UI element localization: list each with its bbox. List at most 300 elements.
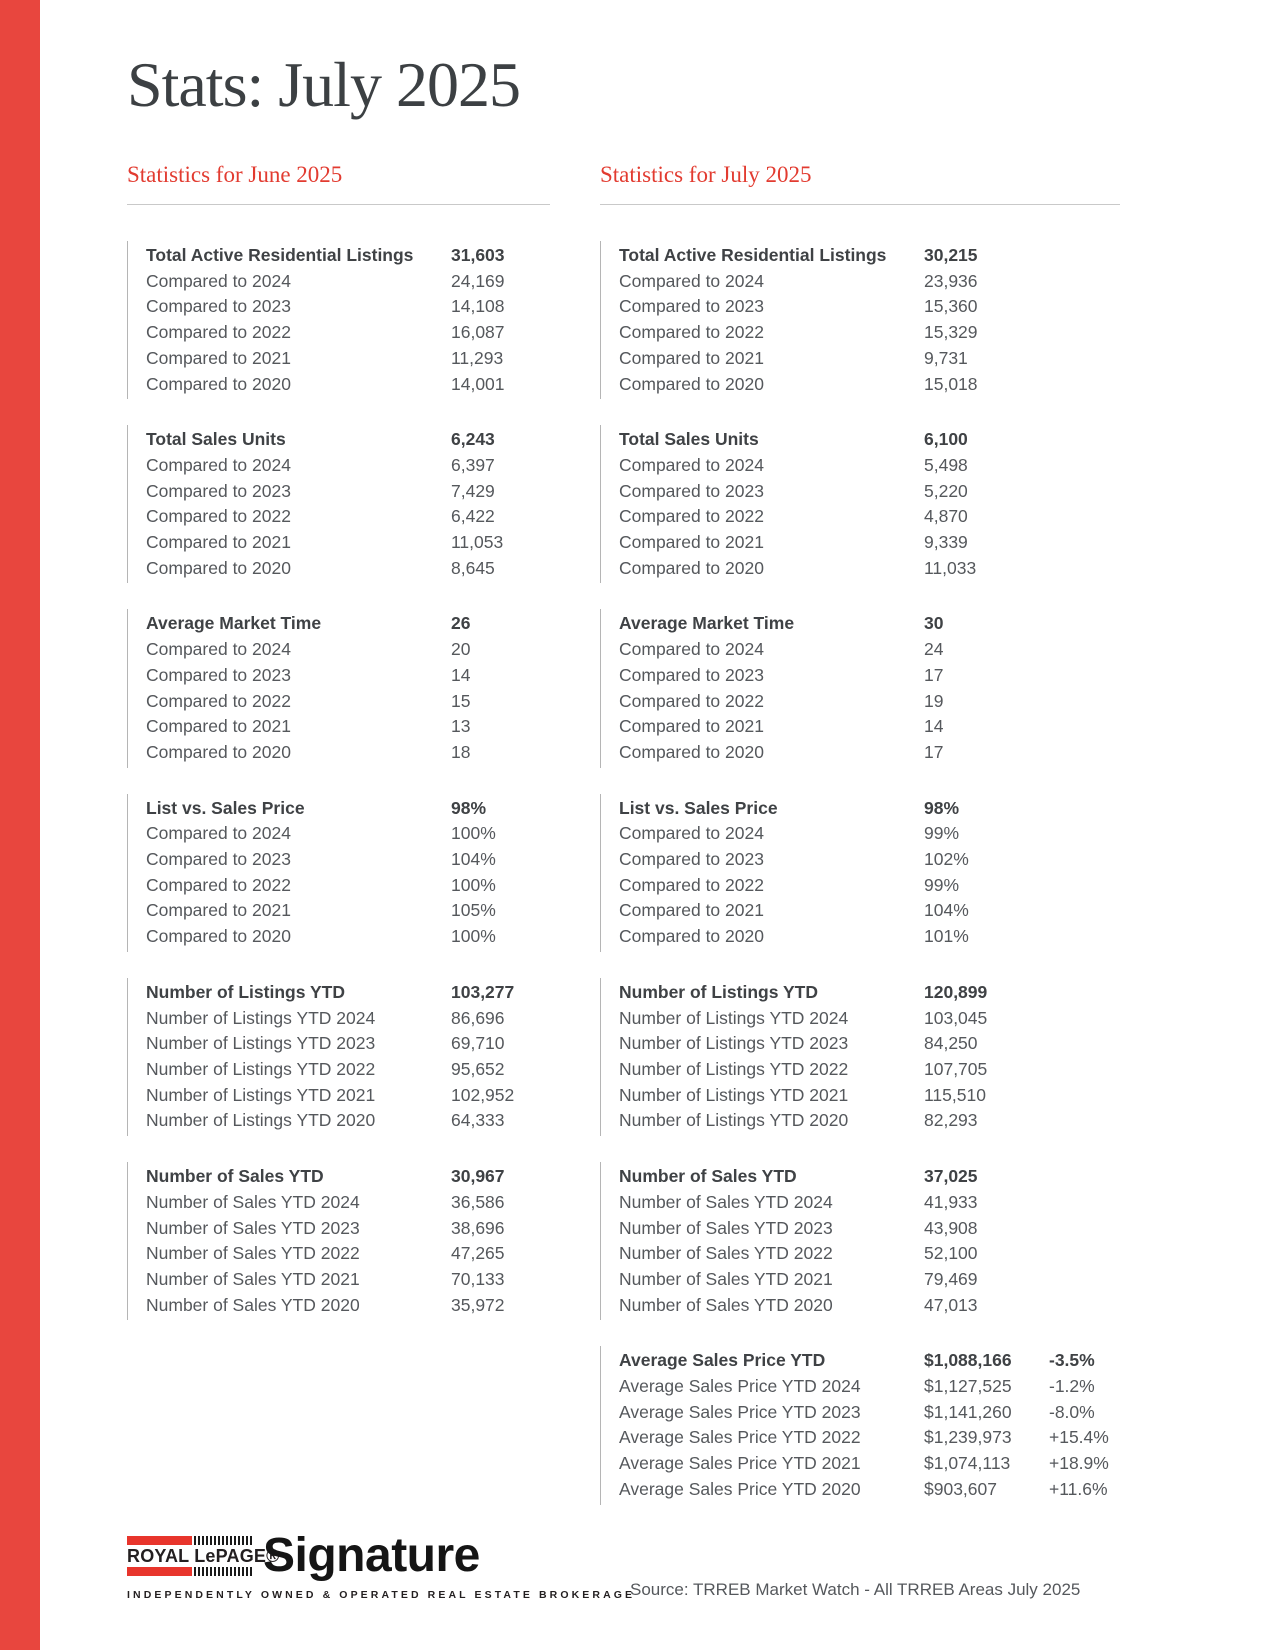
- row-value: 19: [924, 690, 944, 711]
- stat-row: [146, 372, 550, 398]
- stat-row: [146, 1293, 550, 1319]
- stat-row: [619, 1057, 1120, 1083]
- row-label: Compared to 2022: [619, 874, 764, 895]
- row-label: Compared to 2024: [146, 454, 291, 475]
- row-value: 17: [924, 741, 944, 762]
- row-delta: -1.2%: [1049, 1376, 1095, 1397]
- row-delta: [1049, 372, 1120, 398]
- row-delta: [1049, 320, 1120, 346]
- stat-section: [127, 425, 550, 583]
- section-title: Total Sales Units: [619, 429, 759, 450]
- section-value: 98%: [451, 797, 487, 818]
- row-value: 103,045: [924, 1007, 988, 1028]
- section-value: 6,243: [451, 429, 495, 450]
- row-label: Number of Listings YTD 2024: [619, 1007, 849, 1028]
- section-value: 30: [924, 613, 944, 634]
- row-label: Compared to 2021: [146, 347, 291, 368]
- row-label: Compared to 2020: [619, 373, 764, 394]
- row-label: Compared to 2022: [146, 690, 291, 711]
- section-title: Total Active Residential Listings: [619, 245, 887, 265]
- row-label: Compared to 2020: [146, 557, 291, 578]
- stat-row: [619, 504, 1120, 530]
- row-value: 64,333: [451, 1110, 505, 1131]
- row-delta: [1049, 1241, 1120, 1267]
- row-value: 86,696: [451, 1007, 505, 1028]
- stat-section: [127, 609, 550, 767]
- stat-row: [146, 637, 550, 663]
- section-header-row: [619, 980, 1120, 1006]
- stat-row: [619, 1216, 1120, 1242]
- row-label: Compared to 2021: [619, 532, 764, 553]
- row-delta: [1049, 740, 1120, 766]
- stat-section: [127, 794, 550, 952]
- row-value: 105%: [451, 900, 496, 921]
- row-value: 11,293: [451, 347, 504, 368]
- row-label: Compared to 2024: [146, 823, 291, 844]
- row-delta: [1049, 1293, 1120, 1319]
- row-value: 100%: [451, 823, 496, 844]
- row-value: 4,870: [924, 506, 968, 527]
- row-delta: [1049, 1031, 1120, 1057]
- row-label: Compared to 2023: [619, 664, 764, 685]
- row-delta: +11.6%: [1049, 1478, 1108, 1499]
- row-label: Number of Listings YTD 2023: [146, 1033, 376, 1054]
- stat-row: [619, 294, 1120, 320]
- logo-office-name: Signature: [263, 1529, 480, 1582]
- row-value: 102%: [924, 849, 969, 870]
- row-delta: [1049, 1216, 1120, 1242]
- section-delta: [1049, 427, 1120, 453]
- stat-section: [600, 1346, 1120, 1504]
- row-label: Number of Sales YTD 2024: [619, 1191, 833, 1212]
- section-value: 120,899: [924, 981, 988, 1002]
- section-value: 26: [451, 613, 471, 634]
- row-delta: [1049, 1057, 1120, 1083]
- stat-row: [146, 1006, 550, 1032]
- row-label: Number of Sales YTD 2023: [619, 1217, 833, 1238]
- section-delta: [1049, 1164, 1120, 1190]
- row-delta: [1049, 924, 1120, 950]
- stat-row: [146, 479, 550, 505]
- page-title: Stats: July 2025: [127, 49, 520, 120]
- row-value: 35,972: [451, 1294, 505, 1315]
- section-value: 6,100: [924, 429, 968, 450]
- row-delta: [1049, 689, 1120, 715]
- stat-row: [619, 269, 1120, 295]
- row-value: 14: [451, 664, 471, 685]
- row-label: Number of Listings YTD 2021: [146, 1084, 376, 1105]
- section-title: List vs. Sales Price: [146, 797, 305, 818]
- row-value: 17: [924, 664, 944, 685]
- section-title: Average Market Time: [619, 613, 795, 634]
- stat-row: [146, 1031, 550, 1057]
- row-label: Compared to 2021: [619, 716, 764, 737]
- red-bar-shape: [127, 1536, 192, 1545]
- stat-row: [619, 556, 1120, 582]
- row-label: Compared to 2022: [619, 506, 764, 527]
- row-label: Number of Sales YTD 2021: [619, 1268, 833, 1289]
- row-label: Average Sales Price YTD 2021: [619, 1453, 861, 1474]
- stats-column: [600, 162, 1120, 1531]
- royal-lepage-wordmark: [127, 1536, 280, 1576]
- stat-row: [619, 1108, 1120, 1134]
- stat-row: [619, 1293, 1120, 1319]
- barcode-stripes-shape: [194, 1536, 253, 1545]
- section-delta: [1049, 611, 1120, 637]
- row-value: 14: [924, 716, 944, 737]
- section-header-row: [146, 1164, 550, 1190]
- stat-row: [146, 873, 550, 899]
- stat-row: [146, 556, 550, 582]
- row-delta: [1049, 530, 1120, 556]
- row-label: Number of Listings YTD 2022: [146, 1058, 376, 1079]
- row-value: 8,645: [451, 557, 495, 578]
- section-header-row: [146, 796, 550, 822]
- row-value: 11,053: [451, 532, 504, 553]
- section-value: $1,088,166: [924, 1350, 1012, 1371]
- row-label: Compared to 2020: [146, 741, 291, 762]
- stat-row: [619, 1267, 1120, 1293]
- stat-row: [619, 873, 1120, 899]
- stat-row: [619, 1425, 1120, 1451]
- row-label: Compared to 2020: [619, 557, 764, 578]
- section-delta: -3.5%: [1049, 1350, 1095, 1371]
- stat-section: [600, 794, 1120, 952]
- row-value: 47,265: [451, 1243, 505, 1264]
- row-value: 14,001: [451, 373, 505, 394]
- stat-row: [619, 740, 1120, 766]
- row-value: 15: [451, 690, 471, 711]
- row-value: 104%: [924, 900, 969, 921]
- row-delta: [1049, 453, 1120, 479]
- row-label: Compared to 2020: [146, 926, 291, 947]
- row-delta: [1049, 873, 1120, 899]
- row-label: Compared to 2021: [146, 532, 291, 553]
- section-title: Total Sales Units: [146, 429, 286, 450]
- row-value: 95,652: [451, 1058, 505, 1079]
- stat-row: [146, 898, 550, 924]
- row-delta: [1049, 1267, 1120, 1293]
- stat-section: [600, 425, 1120, 583]
- row-value: 99%: [924, 823, 960, 844]
- row-label: Average Sales Price YTD 2023: [619, 1401, 861, 1422]
- row-value: 6,422: [451, 506, 495, 527]
- section-value: 30,967: [451, 1166, 505, 1187]
- row-delta: +15.4%: [1049, 1427, 1109, 1448]
- section-delta: [1049, 796, 1120, 822]
- row-value: 101%: [924, 926, 969, 947]
- stat-row: [619, 663, 1120, 689]
- row-label: Number of Listings YTD 2022: [619, 1058, 849, 1079]
- section-title: Number of Sales YTD: [619, 1166, 797, 1187]
- row-value: 36,586: [451, 1191, 505, 1212]
- row-value: $1,239,973: [924, 1427, 1012, 1448]
- stat-row: [146, 1267, 550, 1293]
- row-value: 82,293: [924, 1110, 978, 1131]
- row-label: Compared to 2024: [146, 270, 291, 291]
- row-value: 15,329: [924, 322, 978, 343]
- stats-column: [127, 162, 550, 1531]
- row-delta: [1049, 847, 1120, 873]
- row-value: 79,469: [924, 1268, 978, 1289]
- stat-row: [146, 714, 550, 740]
- stat-row: [146, 320, 550, 346]
- row-label: Number of Sales YTD 2023: [146, 1217, 360, 1238]
- stat-row: [619, 530, 1120, 556]
- stat-row: [146, 924, 550, 950]
- row-label: Compared to 2023: [146, 480, 291, 501]
- stats-columns: [127, 162, 1120, 1531]
- stat-row: [619, 1477, 1120, 1503]
- stat-row: [146, 740, 550, 766]
- stat-row: [146, 847, 550, 873]
- stat-row: [619, 372, 1120, 398]
- section-title: Average Sales Price YTD: [619, 1350, 826, 1371]
- row-value: 41,933: [924, 1191, 978, 1212]
- stat-row: [619, 346, 1120, 372]
- row-label: Compared to 2020: [619, 741, 764, 762]
- stat-row: [146, 1108, 550, 1134]
- row-label: Number of Sales YTD 2022: [619, 1243, 833, 1264]
- row-value: 9,339: [924, 532, 968, 553]
- section-header-row: [146, 611, 550, 637]
- section-header-row: [619, 611, 1120, 637]
- stat-row: [146, 504, 550, 530]
- row-label: Compared to 2023: [146, 664, 291, 685]
- stat-row: [619, 714, 1120, 740]
- row-value: 23,936: [924, 270, 978, 291]
- row-value: 6,397: [451, 454, 495, 475]
- section-title: Number of Sales YTD: [146, 1166, 324, 1187]
- row-value: 84,250: [924, 1033, 978, 1054]
- stat-section: [600, 609, 1120, 767]
- row-label: Compared to 2022: [619, 690, 764, 711]
- stat-section: [600, 978, 1120, 1136]
- row-value: 100%: [451, 926, 496, 947]
- stat-section: [600, 1162, 1120, 1320]
- row-value: 18: [451, 741, 471, 762]
- stat-row: [619, 1031, 1120, 1057]
- stat-section: [600, 241, 1120, 399]
- row-label: Compared to 2024: [619, 639, 764, 660]
- row-value: 102,952: [451, 1084, 515, 1105]
- row-delta: -8.0%: [1049, 1401, 1095, 1422]
- row-label: Number of Listings YTD 2024: [146, 1007, 376, 1028]
- column-header: Statistics for July 2025: [600, 162, 812, 187]
- row-value: 69,710: [451, 1033, 505, 1054]
- stat-row: [146, 1216, 550, 1242]
- column-sections: [600, 241, 1120, 1505]
- row-delta: [1049, 898, 1120, 924]
- stat-row: [619, 1400, 1120, 1426]
- stat-row: [619, 1190, 1120, 1216]
- row-label: Compared to 2023: [619, 849, 764, 870]
- stat-row: [619, 847, 1120, 873]
- row-value: 11,033: [924, 557, 977, 578]
- row-value: 20: [451, 639, 471, 660]
- stat-row: [146, 689, 550, 715]
- barcode-stripes-shape: [194, 1567, 253, 1576]
- row-value: 107,705: [924, 1058, 988, 1079]
- left-accent-bar: [0, 0, 40, 1650]
- row-value: 70,133: [451, 1268, 505, 1289]
- row-label: Number of Sales YTD 2020: [619, 1294, 833, 1315]
- stat-row: [619, 479, 1120, 505]
- stat-row: [619, 453, 1120, 479]
- row-label: Number of Listings YTD 2020: [146, 1110, 376, 1131]
- row-delta: [1049, 1108, 1120, 1134]
- row-label: Compared to 2024: [619, 454, 764, 475]
- logo-lockup: [127, 1529, 635, 1582]
- row-delta: [1049, 346, 1120, 372]
- row-delta: [1049, 637, 1120, 663]
- stat-row: [146, 346, 550, 372]
- row-value: 24,169: [451, 270, 505, 291]
- row-label: Compared to 2022: [619, 322, 764, 343]
- stat-section: [127, 978, 550, 1136]
- row-value: 99%: [924, 874, 960, 895]
- row-delta: [1049, 1006, 1120, 1032]
- row-label: Number of Sales YTD 2024: [146, 1191, 360, 1212]
- row-value: 5,498: [924, 454, 968, 475]
- stat-row: [146, 821, 550, 847]
- row-label: Compared to 2024: [146, 639, 291, 660]
- row-value: 15,018: [924, 373, 978, 394]
- section-title: Number of Listings YTD: [146, 981, 345, 1002]
- brokerage-logo: [127, 1529, 636, 1601]
- section-value: 31,603: [451, 245, 505, 265]
- logo-bottom-bar: [127, 1567, 253, 1576]
- stat-row: [619, 898, 1120, 924]
- row-delta: [1049, 294, 1120, 320]
- section-header-row: [619, 427, 1120, 453]
- stat-section: [127, 1162, 550, 1320]
- row-label: Compared to 2020: [146, 373, 291, 394]
- row-value: 16,087: [451, 322, 505, 343]
- row-label: Number of Sales YTD 2020: [146, 1294, 360, 1315]
- row-label: Compared to 2021: [619, 900, 764, 921]
- row-label: Compared to 2021: [619, 347, 764, 368]
- row-label: Compared to 2022: [146, 874, 291, 895]
- stat-row: [146, 1057, 550, 1083]
- stat-row: [146, 530, 550, 556]
- row-value: 100%: [451, 874, 496, 895]
- section-delta: [1049, 980, 1120, 1006]
- section-value: 30,215: [924, 245, 978, 265]
- stat-row: [619, 924, 1120, 950]
- section-title: Total Active Residential Listings: [146, 245, 414, 265]
- stat-row: [619, 1451, 1120, 1477]
- stat-row: [146, 1241, 550, 1267]
- red-bar-shape: [127, 1567, 192, 1576]
- stat-row: [146, 294, 550, 320]
- column-header: Statistics for June 2025: [127, 162, 343, 187]
- row-value: $1,127,525: [924, 1376, 1012, 1397]
- row-label: Compared to 2024: [619, 270, 764, 291]
- row-label: Number of Listings YTD 2020: [619, 1110, 849, 1131]
- stat-section: [127, 241, 550, 399]
- row-label: Compared to 2023: [619, 296, 764, 317]
- row-label: Compared to 2022: [146, 322, 291, 343]
- section-delta: [1049, 243, 1120, 269]
- row-value: 7,429: [451, 480, 495, 501]
- section-title: List vs. Sales Price: [619, 797, 778, 818]
- row-delta: +18.9%: [1049, 1453, 1109, 1474]
- source-note: Source: TRREB Market Watch - All TRREB Areas July 2025: [630, 1580, 1081, 1599]
- row-value: 52,100: [924, 1243, 978, 1264]
- row-value: 43,908: [924, 1217, 978, 1238]
- row-label: Number of Sales YTD 2022: [146, 1243, 360, 1264]
- row-delta: [1049, 504, 1120, 530]
- row-value: 47,013: [924, 1294, 978, 1315]
- logo-brand-text: ROYAL LePAGE®: [127, 1546, 280, 1566]
- section-header-row: [146, 243, 550, 269]
- section-title: Average Market Time: [146, 613, 322, 634]
- row-delta: [1049, 663, 1120, 689]
- stat-row: [146, 663, 550, 689]
- column-sections: [127, 241, 550, 1320]
- logo-top-bar: [127, 1536, 253, 1545]
- row-label: Average Sales Price YTD 2022: [619, 1427, 861, 1448]
- row-label: Number of Sales YTD 2021: [146, 1268, 360, 1289]
- section-header-row: [146, 427, 550, 453]
- row-value: $1,074,113: [924, 1453, 1011, 1474]
- row-delta: [1049, 1190, 1120, 1216]
- section-header-row: [619, 243, 1120, 269]
- row-value: 9,731: [924, 347, 968, 368]
- section-header-row: [619, 1164, 1120, 1190]
- stat-row: [146, 1083, 550, 1109]
- stat-row: [619, 1083, 1120, 1109]
- row-label: Compared to 2020: [619, 926, 764, 947]
- stat-row: [619, 637, 1120, 663]
- stat-row: [619, 689, 1120, 715]
- section-header-row: [619, 1348, 1120, 1374]
- row-label: Compared to 2021: [146, 716, 291, 737]
- row-label: Compared to 2023: [146, 296, 291, 317]
- row-label: Number of Listings YTD 2021: [619, 1084, 849, 1105]
- row-label: Number of Listings YTD 2023: [619, 1033, 849, 1054]
- row-label: Compared to 2023: [619, 480, 764, 501]
- row-value: 13: [451, 716, 471, 737]
- stat-row: [619, 320, 1120, 346]
- stat-row: [619, 1241, 1120, 1267]
- column-divider-rule: [600, 204, 1120, 205]
- column-divider-rule: [127, 204, 550, 205]
- section-header-row: [619, 796, 1120, 822]
- row-value: 104%: [451, 849, 496, 870]
- row-value: 115,510: [924, 1084, 986, 1105]
- row-label: Compared to 2022: [146, 506, 291, 527]
- row-value: $903,607: [924, 1478, 997, 1499]
- stat-row: [619, 821, 1120, 847]
- stat-row: [146, 269, 550, 295]
- stat-row: [146, 1190, 550, 1216]
- row-value: 5,220: [924, 480, 968, 501]
- logo-tagline: INDEPENDENTLY OWNED & OPERATED REAL ESTATE BROKERAGE: [127, 1589, 636, 1601]
- row-label: Compared to 2021: [146, 900, 291, 921]
- stat-row: [619, 1374, 1120, 1400]
- section-title: Number of Listings YTD: [619, 981, 818, 1002]
- row-delta: [1049, 556, 1120, 582]
- stat-row: [619, 1006, 1120, 1032]
- row-delta: [1049, 821, 1120, 847]
- row-value: 38,696: [451, 1217, 505, 1238]
- row-label: Compared to 2024: [619, 823, 764, 844]
- section-header-row: [146, 980, 550, 1006]
- stat-row: [146, 453, 550, 479]
- row-delta: [1049, 269, 1120, 295]
